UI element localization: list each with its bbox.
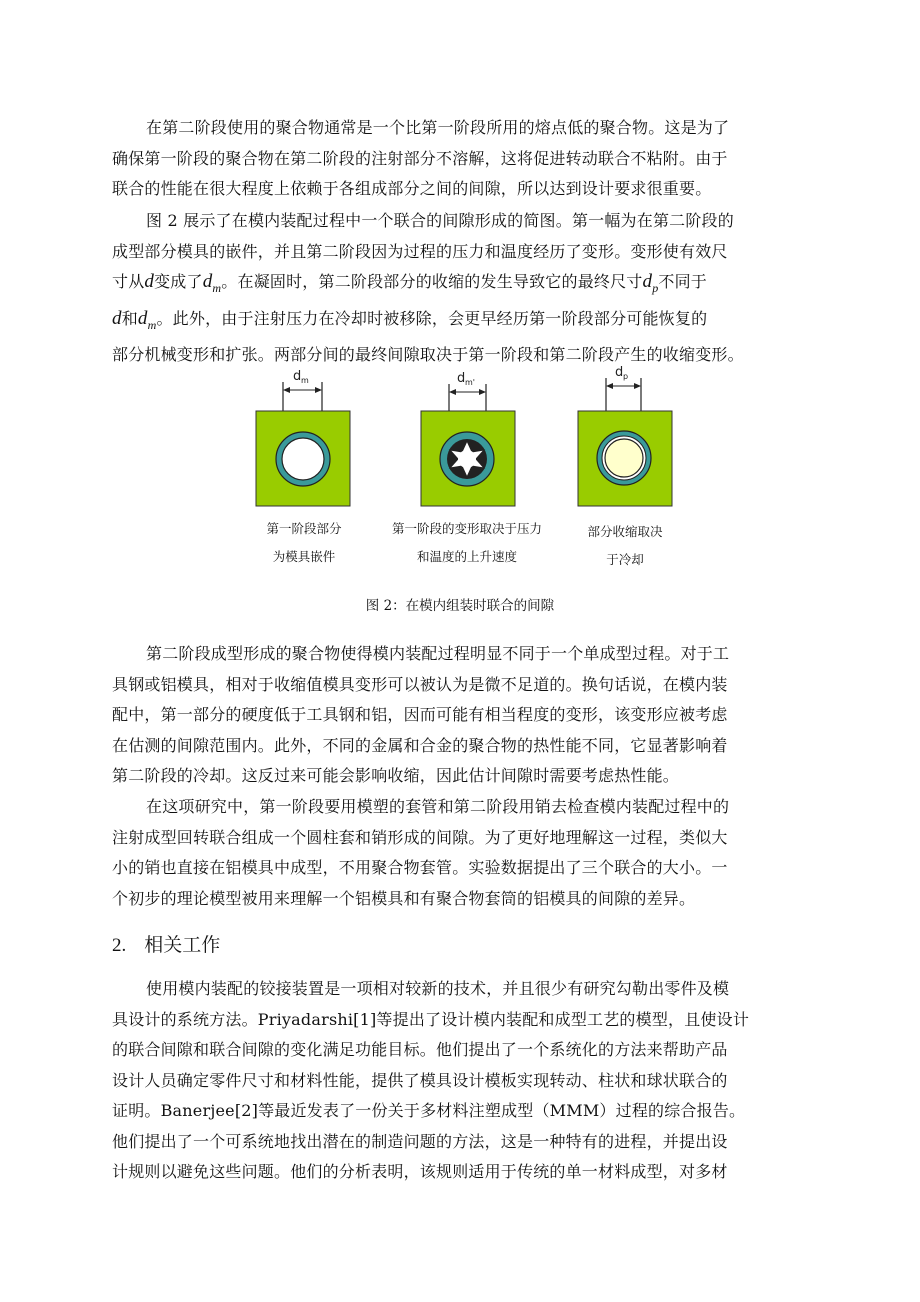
subscript-p: p — [652, 281, 659, 295]
symbol-d: d — [144, 271, 155, 292]
text-line: 部分机械变形和扩张。两部分间的最终间隙取决于第一阶段和第二阶段产生的收缩变形。 — [112, 345, 744, 364]
text-line: 注射成型回转联合组成一个圆柱套和销形成的间隙。为了更好地理解这一过程，类似大 — [112, 827, 728, 847]
text-fragment: 寸从 — [112, 272, 145, 291]
panel-caption-3 — [570, 518, 680, 574]
text-fragment: 不同于 — [658, 272, 708, 291]
text-line: 第二阶段的冷却。这反过来可能会影响收缩，因此估计间隙时需要考虑热性能。 — [112, 766, 680, 785]
dimension-label-dp: d — [615, 365, 624, 380]
symbol-d: d — [137, 307, 148, 329]
text-fragment: 。在凝固时，第二阶段部分的收缩的发生导致它的最终尺寸 — [221, 272, 643, 291]
caption-line: 第一阶段的变形取决于压力 — [391, 521, 542, 536]
text-line: 确保第一阶段的聚合物在第二阶段的注射部分不溶解，这将促进转动联合不粘附。由于 — [112, 148, 728, 168]
text-line: 个初步的理论模型被用来理解一个铝模具和有聚合物套筒的铝模具的间隙的差异。 — [112, 888, 696, 908]
caption-line: 为模具嵌件 — [272, 549, 336, 564]
text-line: 设计人员确定零件尺寸和材料性能，提供了模具设计模板实现转动、柱状和球状联合的 — [112, 1070, 728, 1090]
subscript-m: m — [212, 281, 222, 295]
text-line — [112, 267, 812, 304]
text-line: 图 2 展示了在模内装配过程中一个联合的间隙形成的简图。第一幅为在第二阶段的 — [146, 211, 734, 230]
symbol-d: d — [642, 271, 653, 292]
panel-caption-2 — [372, 515, 562, 571]
text-line: 他们提出了一个可系统地找出潜在的制造问题的方法，这是一种特有的进程，并提出设 — [112, 1131, 728, 1151]
text-line: 在这项研究中，第一阶段要用模塑的套管和第二阶段用销去检查模内装配过程中的 — [146, 797, 730, 816]
dimension-subscript: m' — [465, 378, 475, 387]
figure-caption: 图 2：在模内组装时联合的间隙 — [365, 598, 555, 614]
text-fragment: 。此外，由于注射压力在冷却时被移除，会更早经历第一阶段部分可能恢复的 — [156, 308, 708, 328]
subscript-m: m — [147, 317, 157, 332]
figure-2 — [0, 360, 920, 610]
text-fragment: 和 — [121, 308, 138, 328]
text-line: 的联合间隙和联合间隙的变化满足功能目标。他们提出了一个系统化的方法来帮助产品 — [112, 1040, 728, 1059]
symbol-d: d — [112, 307, 122, 329]
paragraph-5 — [112, 974, 812, 1188]
paragraph-4 — [112, 792, 812, 914]
section-heading — [112, 930, 220, 957]
text-line: 配中，第一部分的硬度低于工具钢和铝，因而可能有相当程度的变形，该变形应被考虑 — [112, 705, 728, 724]
panel-shrinkage — [578, 365, 672, 506]
symbol-d: d — [202, 271, 213, 292]
paragraph-3 — [112, 639, 812, 792]
dimension-label-dm-prime: d — [457, 371, 466, 386]
panel-caption-1 — [238, 515, 370, 571]
caption-line: 第一阶段部分 — [266, 521, 342, 536]
caption-line: 和温度的上升速度 — [416, 549, 517, 564]
paragraph-1 — [112, 113, 812, 205]
section-number: 2. — [112, 935, 127, 956]
text-line: 具钢或铝模具，相对于收缩值模具变形可以被认为是微不足道的。换句话说，在模内装 — [112, 674, 728, 694]
caption-line: 于冷却 — [606, 552, 644, 567]
text-line: 计规则以避免这些问题。他们的分析表明，该规则适用于传统的单一材料成型，对多材 — [112, 1162, 728, 1181]
dimension-label-dm: d — [293, 369, 302, 384]
text-line: 在估测的间隙范围内。此外，不同的金属和合金的聚合物的热性能不同，它显著影响着 — [112, 735, 728, 755]
text-line: 在第二阶段使用的聚合物通常是一个比第一阶段所用的熔点低的聚合物。这是为了 — [146, 118, 730, 137]
panel-mold-insert — [256, 369, 350, 506]
panel-deformation — [421, 371, 515, 506]
text-line: 小的销也直接在铝模具中成型，不用聚合物套管。实验数据提出了三个联合的大小。一 — [112, 858, 728, 877]
text-line: 联合的性能在很大程度上依赖于各组成部分之间的间隙，所以达到设计要求很重要。 — [112, 179, 712, 198]
dimension-subscript: p — [623, 372, 629, 381]
text-fragment: 变成了 — [154, 272, 203, 291]
dimension-subscript: m — [301, 376, 309, 385]
text-line: 第二阶段成型形成的聚合物使得模内装配过程明显不同于一个单成型过程。对于工 — [146, 644, 730, 663]
text-line: 证明。Banerjee[2]等最近发表了一份关于多材料注塑成型（MMM）过程的综合报告。 — [112, 1101, 746, 1120]
text-line: 使用模内装配的铰接装置是一项相对较新的技术，并且很少有研究勾勒出零件及模 — [146, 979, 730, 998]
paragraph-2 — [112, 206, 812, 371]
section-title: 相关工作 — [144, 934, 221, 956]
text-line: 具设计的系统方法。Priyadarshi[1]等提出了设计模内装配和成型工艺的模型，且使设计 — [112, 1009, 750, 1029]
caption-line: 部分收缩取决 — [587, 524, 663, 539]
text-line: 成型部分模具的嵌件，并且第二阶段因为过程的压力和温度经历了变形。变形使有效尺 — [112, 241, 728, 261]
text-line — [112, 304, 812, 341]
